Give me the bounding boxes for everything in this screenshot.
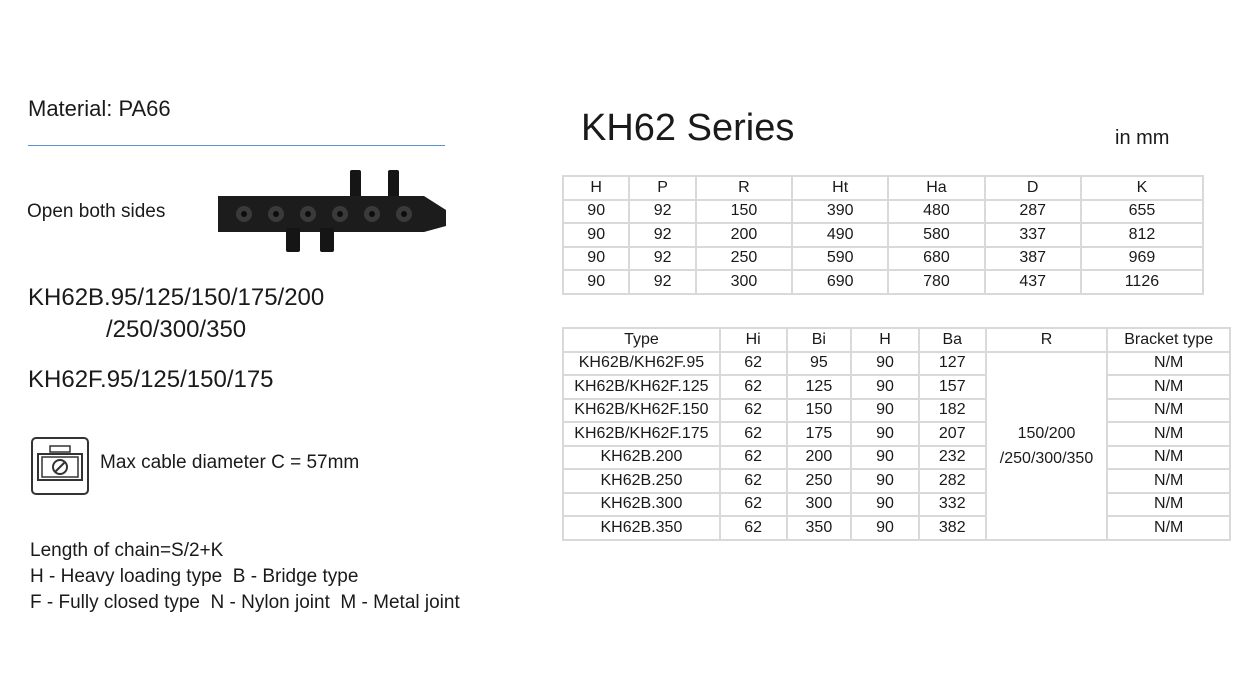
col-header: Hi	[720, 328, 787, 352]
material-label: Material: PA66	[28, 96, 171, 121]
table-cell: 90	[851, 516, 919, 540]
table-row	[563, 446, 1230, 470]
table-cell: 680	[888, 247, 984, 271]
table-cell: 182	[919, 399, 986, 423]
col-header: Ha	[888, 176, 984, 200]
table-row	[563, 516, 1230, 540]
table-cell: 62	[720, 422, 787, 446]
table-cell: 337	[985, 223, 1081, 247]
max-cable-diameter: Max cable diameter C = 57mm	[100, 452, 360, 473]
divider	[28, 145, 445, 146]
cable-diameter-icon	[30, 436, 90, 496]
table-cell: 95	[787, 352, 852, 376]
table-row	[563, 493, 1230, 517]
table-cell: 690	[792, 270, 888, 294]
table-cell: 780	[888, 270, 984, 294]
table-row	[563, 247, 1203, 271]
model-line-1: KH62B.95/125/150/175/200	[28, 284, 325, 311]
col-header: Bi	[787, 328, 852, 352]
table-cell: 90	[851, 493, 919, 517]
note-line: Length of chain=S/2+K	[30, 540, 224, 561]
table-cell: 62	[720, 399, 787, 423]
table-row	[563, 375, 1230, 399]
table-cell: N/M	[1107, 493, 1230, 517]
r-value-line: /250/300/350	[999, 449, 1094, 467]
note-line: H - Heavy loading type B - Bridge type	[30, 566, 359, 587]
model-line-2: /250/300/350	[106, 316, 247, 343]
series-title: KH62 Series	[581, 107, 795, 149]
col-header: Ba	[919, 328, 986, 352]
table-cell: 62	[720, 352, 787, 376]
table-cell: 62	[720, 516, 787, 540]
table-cell: 300	[696, 270, 792, 294]
table-cell: 90	[851, 469, 919, 493]
table-cell: KH62B.200	[563, 446, 720, 470]
table-cell: 90	[851, 352, 919, 376]
table-cell: 287	[985, 200, 1081, 224]
table-cell: N/M	[1107, 469, 1230, 493]
table-cell: N/M	[1107, 516, 1230, 540]
table-cell: 90	[851, 446, 919, 470]
table-cell: 90	[563, 223, 629, 247]
col-header: Ht	[792, 176, 888, 200]
model-list-b	[28, 282, 324, 346]
open-sides-label: Open both sides	[27, 201, 166, 222]
table-cell: 92	[629, 270, 695, 294]
types-table	[562, 327, 1231, 541]
table-cell: 62	[720, 469, 787, 493]
table-cell: 90	[851, 375, 919, 399]
table-row	[563, 270, 1203, 294]
table-cell: 90	[851, 422, 919, 446]
table-cell: 232	[919, 446, 986, 470]
table-cell: KH62B.250	[563, 469, 720, 493]
table-cell: 812	[1081, 223, 1203, 247]
table-cell: 655	[1081, 200, 1203, 224]
table-cell: 62	[720, 493, 787, 517]
table-cell: 250	[787, 469, 852, 493]
table-cell: 62	[720, 375, 787, 399]
col-header: H	[563, 176, 629, 200]
table-cell: KH62B/KH62F.95	[563, 352, 720, 376]
table-cell: 157	[919, 375, 986, 399]
table-cell: 250	[696, 247, 792, 271]
table-cell: KH62B/KH62F.150	[563, 399, 720, 423]
model-list-f: KH62F.95/125/150/175	[28, 366, 274, 393]
table-cell: 62	[720, 446, 787, 470]
table-row	[563, 422, 1230, 446]
table-cell: N/M	[1107, 375, 1230, 399]
r-merged-cell	[986, 352, 1108, 540]
table-cell: N/M	[1107, 446, 1230, 470]
table-cell: N/M	[1107, 352, 1230, 376]
r-value-line: 150/200	[1017, 424, 1076, 442]
table-cell: 90	[851, 399, 919, 423]
col-header: Type	[563, 328, 720, 352]
table-cell: 92	[629, 247, 695, 271]
table-cell: 150	[787, 399, 852, 423]
col-header: R	[986, 328, 1108, 352]
table-header-row	[563, 328, 1230, 352]
table-cell: 90	[563, 270, 629, 294]
table-cell: 90	[563, 247, 629, 271]
table-cell: 175	[787, 422, 852, 446]
table-cell: N/M	[1107, 399, 1230, 423]
col-header: K	[1081, 176, 1203, 200]
table-cell: 150	[696, 200, 792, 224]
table-cell: 387	[985, 247, 1081, 271]
table-cell: 282	[919, 469, 986, 493]
table-cell: 350	[787, 516, 852, 540]
table-cell: 490	[792, 223, 888, 247]
table-cell: KH62B/KH62F.125	[563, 375, 720, 399]
unit-label: in mm	[1115, 127, 1170, 149]
table-cell: 92	[629, 223, 695, 247]
table-row	[563, 469, 1230, 493]
table-cell: 300	[787, 493, 852, 517]
col-header: P	[629, 176, 695, 200]
table-cell: 125	[787, 375, 852, 399]
col-header: Bracket type	[1107, 328, 1230, 352]
table-cell: 127	[919, 352, 986, 376]
note-line: F - Fully closed type N - Nylon joint M - Metal joint	[30, 592, 460, 613]
table-row	[563, 223, 1203, 247]
table-header-row	[563, 176, 1203, 200]
col-header: H	[851, 328, 919, 352]
cable-chain-image	[214, 168, 450, 254]
table-cell: 580	[888, 223, 984, 247]
table-cell: KH62B.350	[563, 516, 720, 540]
table-cell: 200	[787, 446, 852, 470]
table-cell: 207	[919, 422, 986, 446]
table-cell: 332	[919, 493, 986, 517]
col-header: R	[696, 176, 792, 200]
table-row	[563, 399, 1230, 423]
table-cell: 480	[888, 200, 984, 224]
table-cell: 437	[985, 270, 1081, 294]
table-cell: N/M	[1107, 422, 1230, 446]
table-cell: 1126	[1081, 270, 1203, 294]
col-header: D	[985, 176, 1081, 200]
table-cell: 969	[1081, 247, 1203, 271]
dimensions-table	[562, 175, 1204, 295]
table-cell: 92	[629, 200, 695, 224]
table-cell: KH62B/KH62F.175	[563, 422, 720, 446]
table-cell: 90	[563, 200, 629, 224]
table-cell: 382	[919, 516, 986, 540]
notes	[30, 538, 460, 616]
table-cell: 390	[792, 200, 888, 224]
table-row	[563, 352, 1230, 376]
table-cell: 590	[792, 247, 888, 271]
table-row	[563, 200, 1203, 224]
table-cell: KH62B.300	[563, 493, 720, 517]
table-cell: 200	[696, 223, 792, 247]
